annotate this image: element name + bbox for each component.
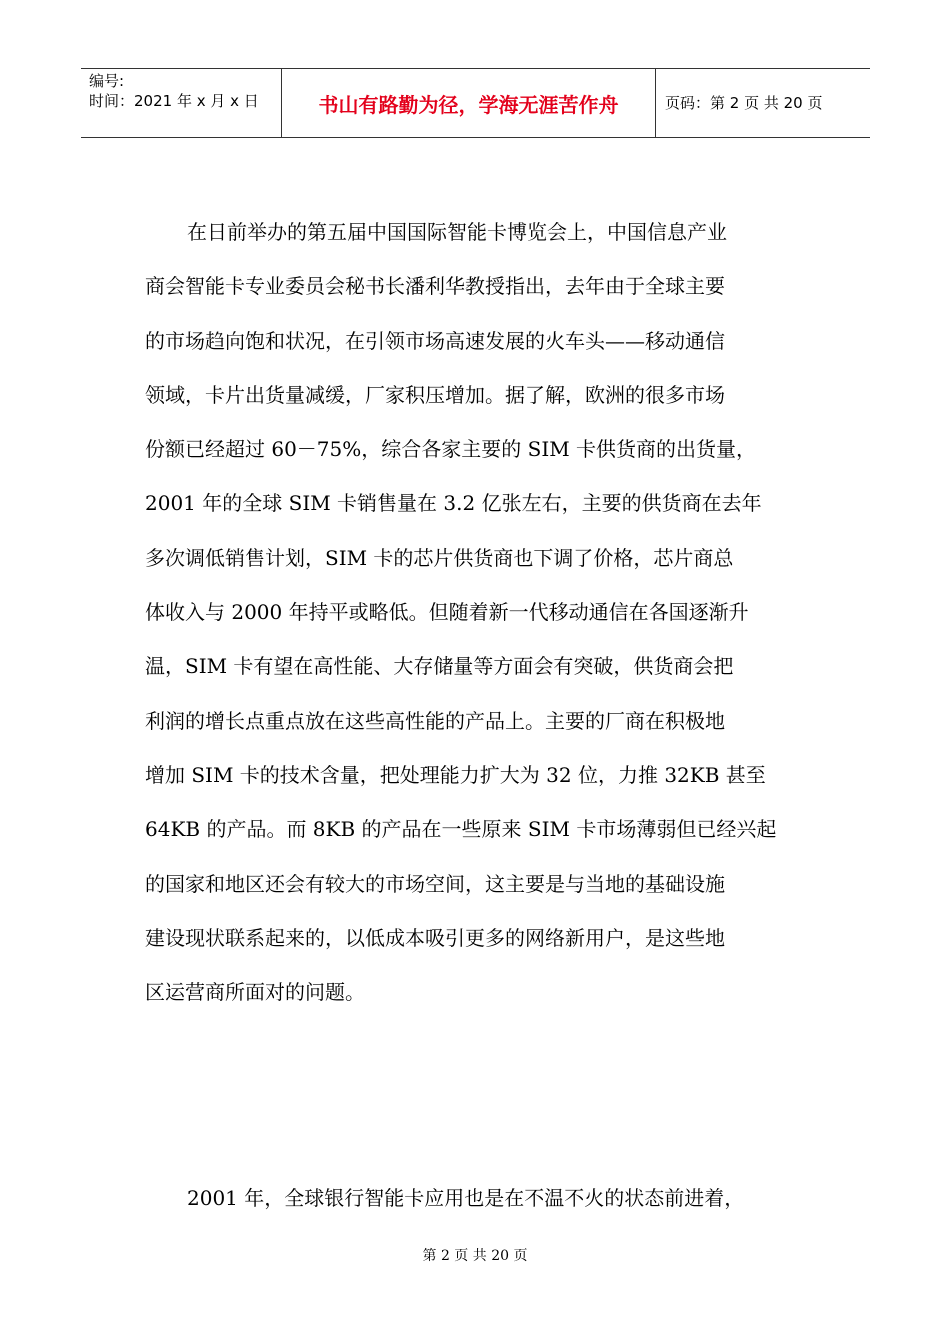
document-header	[81, 68, 870, 138]
header-page-info: 页码：第 2 页 共 20 页	[665, 94, 823, 112]
header-meta-cell	[81, 69, 281, 137]
text-line: 利润的增长点重点放在这些高性能的产品上。主要的厂商在积极地	[145, 708, 725, 733]
body-paragraph-1	[145, 220, 795, 1034]
header-page-cell	[655, 69, 870, 137]
text-line: 领域，卡片出货量减缓，厂家积压增加。据了解，欧洲的很多市场	[145, 382, 725, 407]
text-line: 增加 SIM 卡的技术含量，把处理能力扩大为 32 位，力推 32KB 甚至	[145, 762, 766, 787]
header-motto: 书山有路勤为径，学海无涯苦作舟	[318, 93, 619, 117]
text-line: 的市场趋向饱和状况，在引领市场高速发展的火车头——移动通信	[145, 328, 725, 353]
text-line: 的国家和地区还会有较大的市场空间，这主要是与当地的基础设施	[145, 871, 725, 896]
text-line: 建设现状联系起来的，以低成本吸引更多的网络新用户，是这些地	[145, 925, 725, 950]
page-footer: 第 2 页 共 20 页	[422, 1248, 528, 1264]
text-line: 区运营商所面对的问题。	[145, 980, 365, 1005]
text-line: 2001 年的全球 SIM 卡销售量在 3.2 亿张左右，主要的供货商在去年	[145, 491, 762, 516]
text-line: 64KB 的产品。而 8KB 的产品在一些原来 SIM 卡市场薄弱但已经兴起	[145, 817, 777, 842]
code-label: 编号:	[89, 72, 125, 90]
text-line: 商会智能卡专业委员会秘书长潘利华教授指出，去年由于全球主要	[145, 274, 725, 299]
date-label: 时间：2021 年 x 月 x 日	[89, 92, 259, 110]
text-line: 在日前举办的第五届中国国际智能卡博览会上，中国信息产业	[187, 220, 727, 244]
text-line: 温，SIM 卡有望在高性能、大存储量等方面会有突破，供货商会把	[145, 654, 734, 679]
header-motto-cell	[281, 69, 656, 137]
text-line: 份额已经超过 60－75%，综合各家主要的 SIM 卡供货商的出货量，	[145, 437, 757, 462]
text-line: 体收入与 2000 年持平或略低。但随着新一代移动通信在各国逐渐升	[145, 600, 749, 625]
text-line: 多次调低销售计划，SIM 卡的芯片供货商也下调了价格，芯片商总	[145, 545, 734, 570]
body-paragraph-2: 2001 年，全球银行智能卡应用也是在不温不火的状态前进着，	[187, 1186, 745, 1210]
